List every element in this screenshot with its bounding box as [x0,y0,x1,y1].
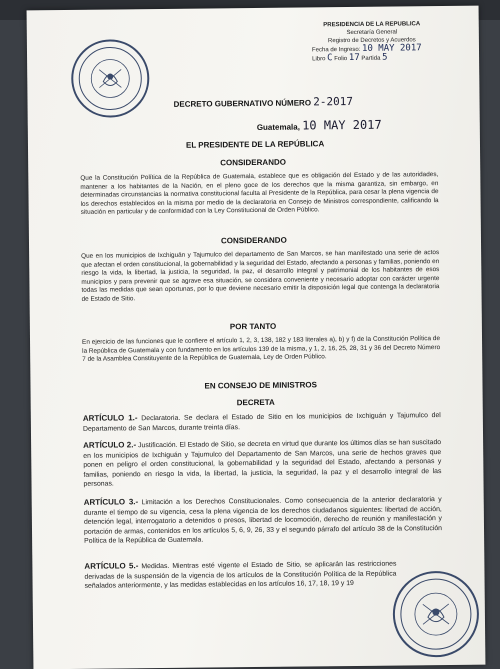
partida-label: Partida [361,55,381,62]
article-2-label: ARTÍCULO 2.- [83,440,137,450]
date-line [257,118,382,133]
presidency-seal-left [71,39,150,118]
decree-number: 2-2017 [313,94,354,109]
considerando-2-title: CONSIDERANDO [220,235,287,246]
registry-office: PRESIDENCIA DE LA REPUBLICA [323,21,421,29]
coat-of-arms-icon [394,573,477,656]
decree-date: 10 MAY 2017 [302,117,382,133]
libro-value: C [327,53,333,64]
place: Guatemala, [256,122,300,132]
considerando-1-title: CONSIDERANDO [220,157,286,168]
consejo-title: EN CONSEJO DE MINISTROS [204,380,318,391]
decree-document-page [27,6,486,669]
folio-value: 17 [348,52,360,64]
registry-libro-row [312,53,432,63]
fecha-value: 10 MAY 2017 [361,43,422,54]
presidency-seal-right [392,571,479,658]
presidente-heading: EL PRESIDENTE DE LA REPÚBLICA [185,139,325,150]
coat-of-arms-icon [73,41,148,116]
registry-stamp [312,20,432,63]
decree-label: DECRETO GUBERNATIVO NÚMERO [173,98,312,109]
article-5-text: Medidas. Mientras esté vigente el Estado de Sitio, se aplicarán las restricciones derivadas de la suspensión de la vigencia de los artículos de la Constitución Política de la República señalados anteriormente, y las medidas establecidas en los artículos 16, 17, 18, 19 y 19 [84,560,397,590]
article-5 [84,559,396,592]
registry-dept: Secretaría General [346,29,398,37]
article-3-text: Limitación a los Derechos Constitucionales. Como consecuencia de la anterior declaratoria y durante el tiempo de su vigencia, cesa la plena vigencia de los derechos ciudadanos siguientes: libertad de acción, detención legal, interrogatorio a detenidos o presos, libertad de locomoción, derecho de reunión y manifestación y portación de armas, contenidos en los artículos 5, 6, 9, 26, 33 y el segundo párrafo del artículo 38 de la Constitución Política de la República de Guatemala. [83,496,443,545]
considerando-1-text: Que la Constitución Política de la República de Guatemala, establece que es obligación del Estado y de las autoridades, mantener a los habitantes de la Nación, en el pleno goce de los derechos que la misma garantiza, sin embargo, en determinadas circunstancias la normativa constitucional faculta al Presidente de la República, para cesar la plena vigencia de los derechos establecidos en la misma por medio de la declaratoria en Consejo de Ministros correspondiente, calificando la situación en particular y de conformidad con la Ley Constitucional de Orden Público. [80,171,439,217]
article-2-text: Justificación. El Estado de Sitio, se decreta en virtud que durante los últimos días se han suscitado en los municipios de Ixchiguán y Tajumulco del Departamento de San Marcos, una serie de hechos graves que ponen en peligro el orden constitucional, la gobernabilidad y la seguridad del Estado, afectando a personas y familias, poniendo en riesgo la vida, la libertad, la justicia, la seguridad, la paz y el desarrollo integral de las personas. [83,439,442,488]
article-3 [84,494,442,546]
article-5-label: ARTÍCULO 5.- [84,561,139,571]
article-3-label: ARTÍCULO 3.- [83,497,139,507]
registry-reg: Registro de Decretos y Acuerdos [328,37,416,45]
fecha-label: Fecha de Ingreso: [311,46,361,54]
decree-title [173,95,353,110]
portanto-text: En ejercicio de las funciones que le confiere el artículo 1, 2, 3, 138, 182 y 183 literales a), b) y f) de la Constitución Política de la República de Guatemala y con fundamento en los artículos 139 de la misma, y 1, 2, 16, 25, 28, 31 y 36 del Decreto Número 7 de la Asamblea Constituyente de la República de Guatemala, Ley de Orden Público. [82,335,441,364]
libro-label: Libro [312,56,326,63]
partida-value: 5 [382,52,388,63]
folio-label: Folio [334,56,348,63]
article-1-text: Declaratoria. Se declara el Estado de Sitio en los municipios de Ixchiguán y Tajumulco del Departamento de San Marcos, durante treinta días. [82,412,441,433]
article-2 [83,437,441,489]
article-1 [83,410,441,434]
considerando-2-text: Que en los municipios de Ixchiguán y Tajumulco del departamento de San Marcos, se han manifestado una serie de actos que afectan el orden constitucional, la gobernabilidad y la seguridad del Estado, afectando a personas y familias, poniendo en riesgo la vida, la libertad, la justicia, la seguridad, la paz, el desarrollo integral y patrimonial de los habitantes de esos municipios y para prevenir que se agrave esa situación, se considera conveniente y necesario adoptar con carácter urgente todas las medidas que sean oportunas, por lo que deviene necesario emitir la disposición legal que contenga la declaratoria de Estado de Sitio. [81,249,440,303]
article-1-label: ARTÍCULO 1.- [82,413,138,423]
decreta-title: DECRETA [236,397,275,408]
portanto-title: POR TANTO [229,321,277,332]
